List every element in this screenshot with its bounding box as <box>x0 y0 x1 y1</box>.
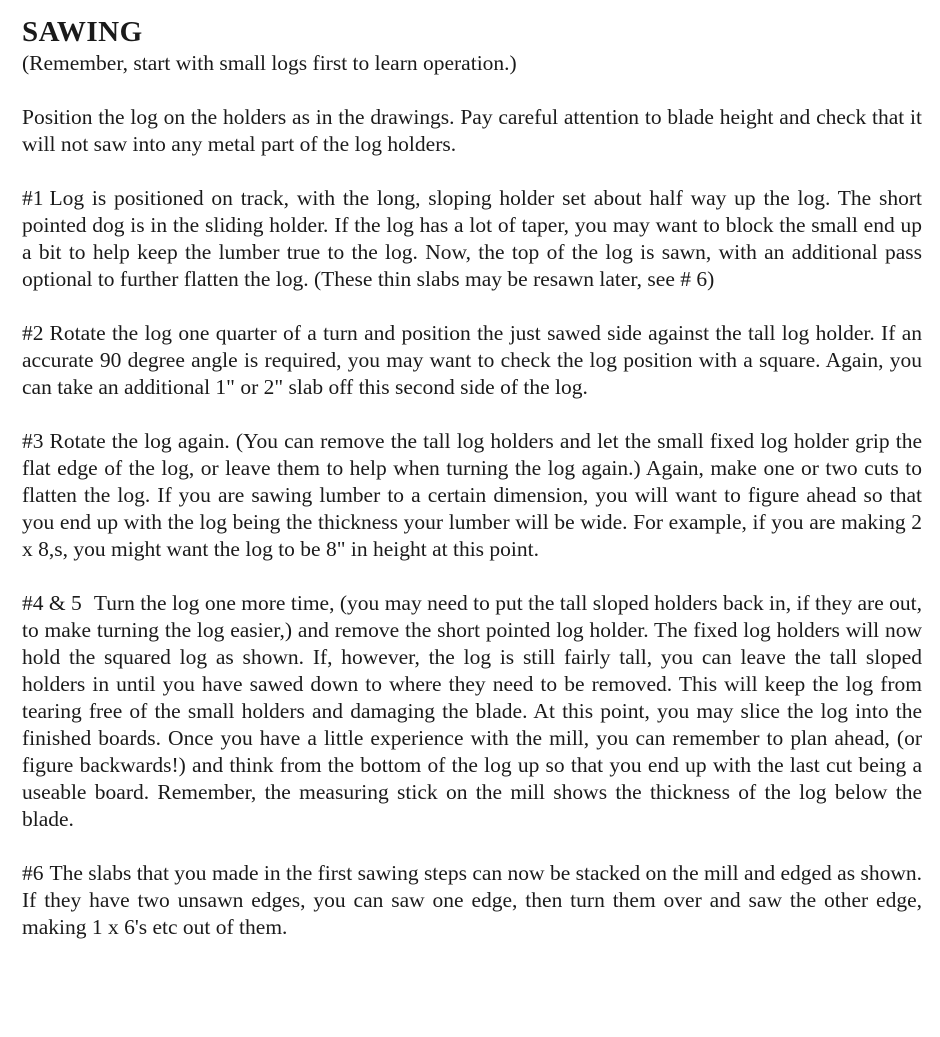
step-label: #1 <box>22 186 44 210</box>
paragraph-text: Log is positioned on track, with the long, sloping holder set about half way up the log. The short pointed dog is in the sliding holder. If the log has a lot of taper, you may want to block the small end up a bit to help keep the lumber true to the log. Now, the top of the log is sawn, with an additional pass optional to further flatten the log. (These thin slabs may be resawn later, see # 6) <box>22 186 922 291</box>
paragraph-text: Position the log on the holders as in the drawings. Pay careful attention to blade height and check that it will not saw into any metal part of the log holders. <box>22 105 922 156</box>
step-4-5-paragraph <box>22 590 922 833</box>
step-label: #4 & 5 <box>22 591 82 615</box>
step-2-paragraph <box>22 320 922 401</box>
paragraph-text: Rotate the log again. (You can remove the tall log holders and let the small fixed log holder grip the flat edge of the log, or leave them to help when turning the log again.) Again, make one or two cuts to flatten the log. If you are sawing lumber to a certain dimension, you will want to figure ahead so that you end up with the log being the thickness your lumber will be wide. For example, if you are making 2 x 8,s, you might want the log to be 8" in height at this point. <box>22 429 922 561</box>
paragraph-text: The slabs that you made in the first sawing steps can now be stacked on the mill and edged as shown. If they have two unsawn edges, you can saw one edge, then turn them over and saw the other edge, making 1 x 6's etc out of them. <box>22 861 922 939</box>
step-label: #3 <box>22 429 44 453</box>
document-title: SAWING <box>22 16 143 48</box>
document-page <box>22 14 922 968</box>
step-1-paragraph <box>22 185 922 293</box>
step-label: #6 <box>22 861 44 885</box>
paragraph-text: Turn the log one more time, (you may need to put the tall sloped holders back in, if they are out, to make turning the log easier,) and remove the short pointed log holder. The fixed log holders will now hold the squared log as shown. If, however, the log is still fairly tall, you can leave the tall sloped holders in until you have sawed down to where they need to be removed. This will keep the log from tearing free of the small holders and damaging the blade. At this point, you may slice the log into the finished boards. Once you have a little experience with the mill, you can remember to plan ahead, (or figure backwards!) and think from the bottom of the log up so that you end up with the last cut being a useable board. Remember, the measuring stick on the mill shows the thickness of the log below the blade. <box>22 591 922 831</box>
document-subtitle: (Remember, start with small logs first to learn operation.) <box>22 51 517 75</box>
step-6-paragraph <box>22 860 922 941</box>
step-label: #2 <box>22 321 44 345</box>
intro-paragraph <box>22 104 922 158</box>
step-3-paragraph <box>22 428 922 563</box>
paragraph-text: Rotate the log one quarter of a turn and position the just sawed side against the tall log holder. If an accurate 90 degree angle is required, you may want to check the log position with a square. Again, you can take an additional 1" or 2" slab off this second side of the log. <box>22 321 922 399</box>
